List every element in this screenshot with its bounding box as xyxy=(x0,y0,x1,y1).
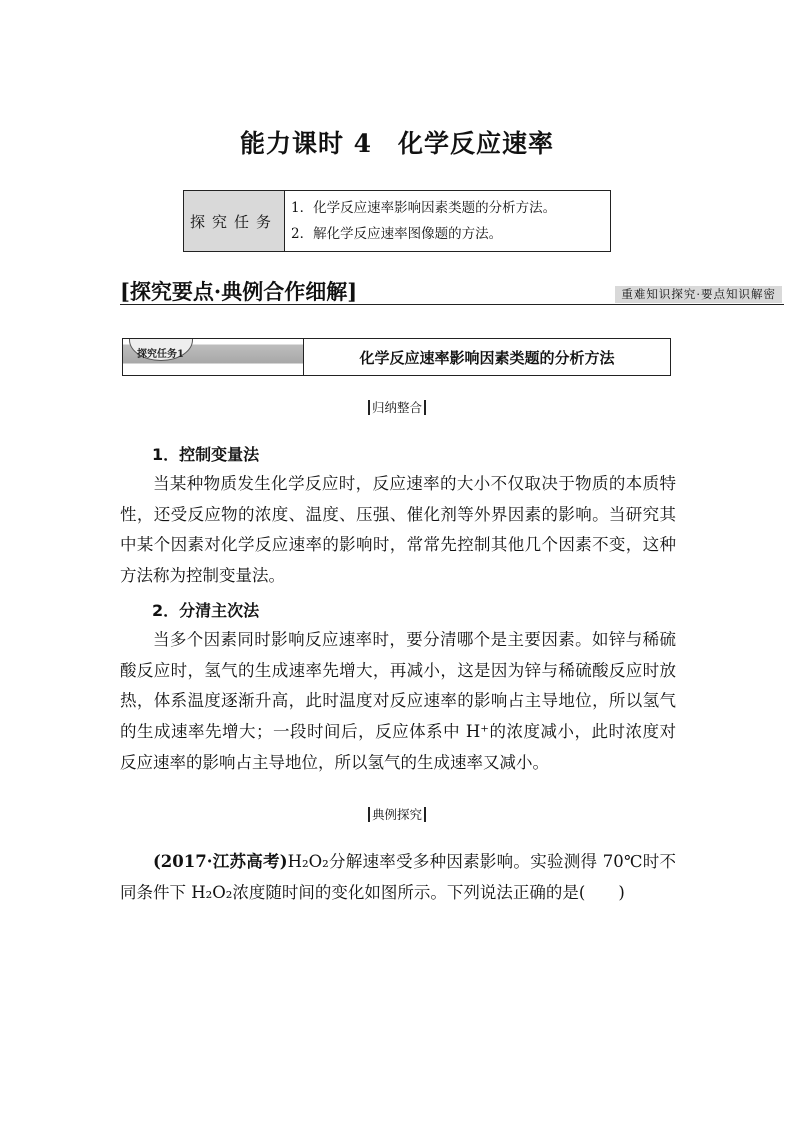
paragraph-primary-factor: 当多个因素同时影响反应速率时，要分清哪个是主要因素。如锌与稀硫酸反应时，氢气的生成速率先增大，再减小，这是因为锌与稀硫酸反应时放热，体系温度逐渐升高，此时温度对反应速率的影响占主导地位，所以氢气的生成速率先增大；一段时间后，反应体系中 H⁺的浓度减小，此时浓度对反应速率的影响占主导地位，所以氢气的生成速率又减小。 xyxy=(120,630,676,772)
topic-badge xyxy=(123,339,304,375)
summary-heading xyxy=(0,398,794,416)
task-item: 2．解化学反应速率图像题的方法。 xyxy=(291,226,503,242)
subheading-control-variables: 1．控制变量法 xyxy=(152,445,260,464)
page-title: 能力课时 4 化学反应速率 xyxy=(239,129,555,158)
topic-title: 化学反应速率影响因素类题的分析方法 xyxy=(359,348,615,367)
task-item: 1．化学反应速率影响因素类题的分析方法。 xyxy=(291,200,557,216)
example-source: (2017·江苏高考) xyxy=(153,852,288,871)
example-heading xyxy=(0,805,794,823)
example-question xyxy=(120,847,676,908)
paragraph-control-variables: 当某种物质发生化学反应时，反应速率的大小不仅取决于物质的本质特性，还受反应物的浓度、温度、压强、催化剂等外界因素的影响。当研究其中某个因素对化学反应速率的影响时，常常先控制其他几个因素不变，这种方法称为控制变量法。 xyxy=(120,474,676,586)
topic-badge-label: 探究任务1 xyxy=(137,349,184,360)
section-tagline: 重难知识探究·要点知识解密 xyxy=(615,286,782,303)
section-heading: [探究要点·典例合作细解] xyxy=(120,279,358,304)
summary-heading-label: 归纳整合 xyxy=(368,400,426,415)
topic-bar xyxy=(122,338,671,376)
example-heading-label: 典例探究 xyxy=(368,807,426,822)
section-divider xyxy=(120,304,784,305)
subheading-primary-factor: 2．分清主次法 xyxy=(152,601,260,620)
example-text: H₂O₂分解速率受多种因素影响。实验测得 70℃时不同条件下 H₂O₂浓度随时间的变化如图所示。下列说法正确的是( ) xyxy=(120,852,677,902)
task-box xyxy=(183,190,611,252)
task-box-label: 探究任务 xyxy=(184,191,285,251)
task-list xyxy=(285,191,610,251)
